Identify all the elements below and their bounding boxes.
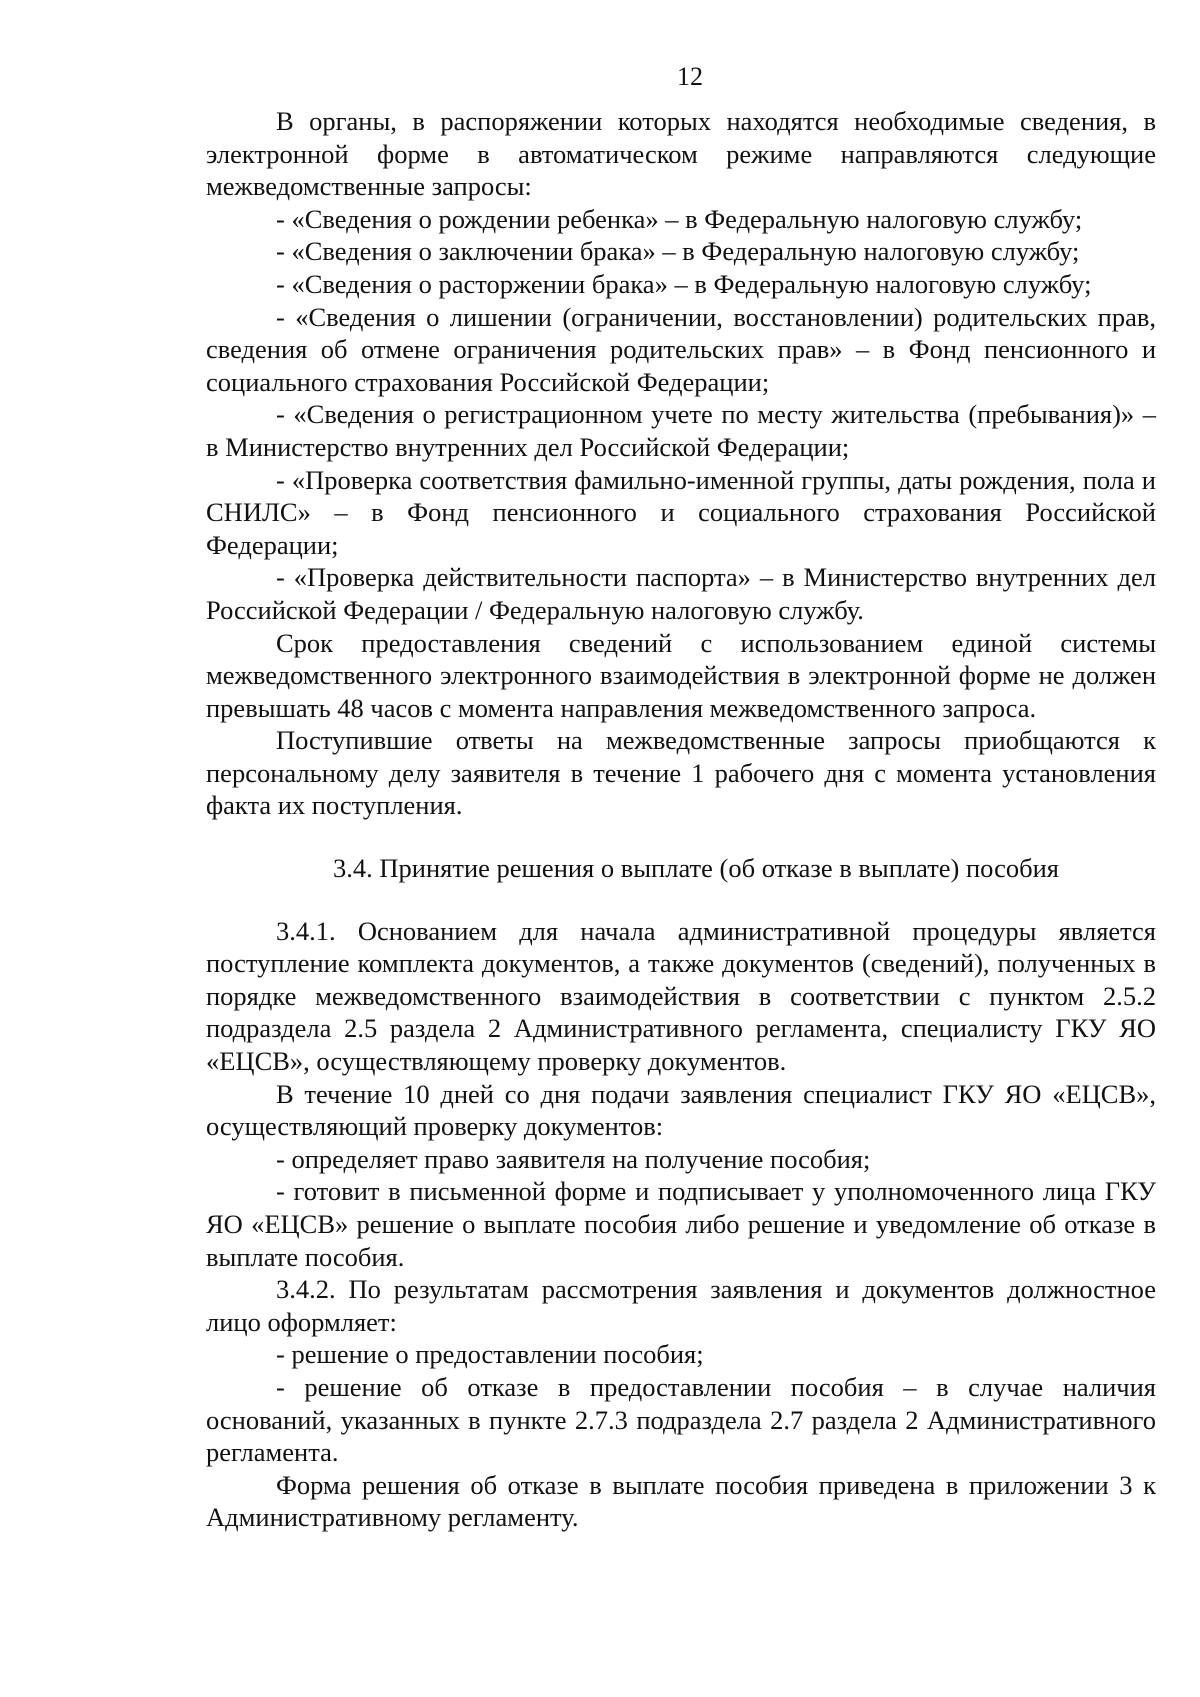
- paragraph-deadline: Срок предоставления сведений с использованием единой системы межведомственного электронного взаимодействия в электронной форме не должен превышать 48 часов с момента направления межведомственного запроса.: [206, 627, 1156, 723]
- paragraph-refusal-form: Форма решения об отказе в выплате пособия приведена в приложении 3 к Административному регламенту.: [206, 1469, 1156, 1533]
- list-item-snils-check: - «Проверка соответствия фамильно-именной группы, даты рождения, пола и СНИЛС» – в Фонд пенсионного и социального страхования Российской Федерации;: [206, 464, 1156, 560]
- list-item-birth-info: - «Сведения о рождении ребенка» – в Федеральную налоговую службу;: [276, 203, 1083, 234]
- list-item-passport-check: - «Проверка действительности паспорта» – в Министерство внутренних дел Российской Федерации / Федеральную налоговую службу.: [206, 562, 1156, 625]
- paragraph-3-4-2: 3.4.2. По результатам рассмотрения заявления и документов должностное лицо оформляет:: [206, 1274, 1156, 1337]
- paragraph-intro: В органы, в распоряжении которых находятся необходимые сведения, в электронной форме в автоматическом режиме направляются следующие межведомственные запросы:: [206, 106, 1156, 202]
- page-number: 12: [677, 62, 703, 91]
- list-item-divorce-info: - «Сведения о расторжении брака» – в Федеральную налоговую службу;: [276, 268, 1092, 299]
- list-item-refusal-decision: - решение об отказе в предоставлении пособия – в случае наличия оснований, указанных в пункте 2.7.3 подраздела 2.7 раздела 2 Административного регламента.: [206, 1371, 1156, 1468]
- section-heading: 3.4. Принятие решения о выплате (об отказе в выплате) пособия: [333, 853, 1059, 884]
- list-item-marriage-info: - «Сведения о заключении брака» – в Федеральную налоговую службу;: [276, 236, 1080, 267]
- paragraph-ten-days: В течение 10 дней со дня подачи заявления специалист ГКУ ЯО «ЕЦСВ», осуществляющий проверку документов:: [206, 1078, 1156, 1142]
- list-item-parental-rights: - «Сведения о лишении (ограничении, восстановлении) родительских прав, сведения об отмене ограничения родительских прав» – в Фонд пенсионного и социального страхования Российской Федерации;: [206, 301, 1156, 397]
- paragraph-responses: Поступившие ответы на межведомственные запросы приобщаются к персональному делу заявителя в течение 1 рабочего дня с момента установления факта их поступления.: [206, 725, 1156, 821]
- list-item-prepares-decision: - готовит в письменной форме и подписывает у уполномоченного лица ГКУ ЯО «ЕЦСВ» решение о выплате пособия либо решение и уведомление об отказе в выплате пособия.: [206, 1176, 1156, 1272]
- document-body: [206, 105, 1156, 1534]
- list-item-registration: - «Сведения о регистрационном учете по месту жительства (пребывания)» – в Министерство внутренних дел Российской Федерации;: [206, 399, 1156, 462]
- list-item-determines-right: - определяет право заявителя на получение пособия;: [276, 1143, 871, 1174]
- list-item-grant-decision: - решение о предоставлении пособия;: [276, 1339, 704, 1370]
- paragraph-3-4-1: 3.4.1. Основанием для начала административной процедуры является поступление комплекта документов, а также документов (сведений), полученных в порядке межведомственного взаимодействия в соответствии с пунктом 2.5.2 подраздела 2.5 раздела 2 Административного регламента, специалисту ГКУ ЯО «ЕЦСВ», осуществляющему проверку документов.: [206, 915, 1156, 1077]
